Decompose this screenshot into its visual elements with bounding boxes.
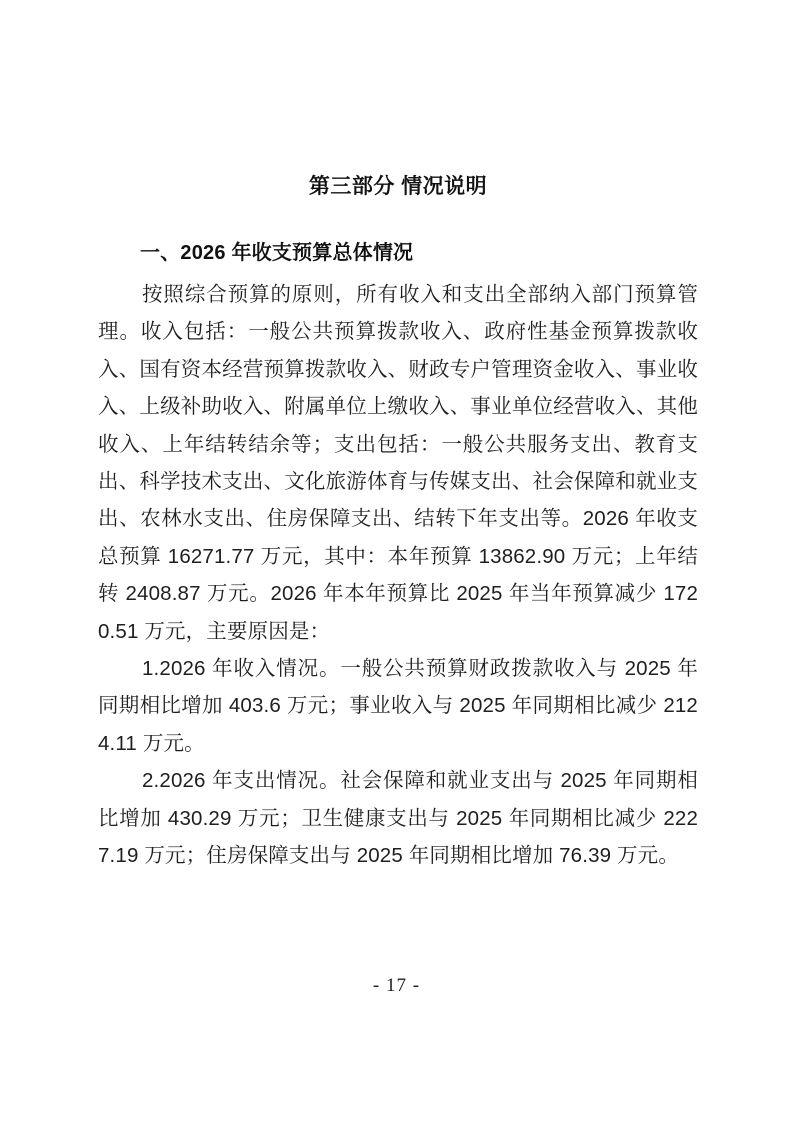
page-number: - 17 - — [372, 975, 421, 996]
document-body — [98, 168, 698, 875]
paragraph-expenditure-situation: 2.2026 年支出情况。社会保障和就业支出与 2025 年同期相比增加 430.29 万元；卫生健康支出与 2025 年同期相比减少 2227.19 万元；住房保障支出与 2025 年同期相比增加 76.39 万元。 — [98, 769, 698, 868]
section-heading-overall-budget: 一、2026 年收支预算总体情况 — [140, 242, 414, 264]
paragraph-budget-overview: 按照综合预算的原则，所有收入和支出全部纳入部门预算管理。收入包括：一般公共预算拨款收入、政府性基金预算拨款收入、国有资本经营预算拨款收入、财政专户管理资金收入、事业收入、上级补助收入、附属单位上缴收入、事业单位经营收入、其他收入、上年结转结余等；支出包括：一般公共服务支出、教育支出、科学技术支出、文化旅游体育与传媒支出、社会保障和就业支出、农林水支出、住房保障支出、结转下年支出等。2026 年收支总预算 16271.77 万元，其中：本年预算 13862.90 万元；上年结转 2408.87 万元。2026 年本年预算比 2025 年当年预算减少 1720.51 万元，主要原因是： — [98, 283, 698, 643]
page-title: 第三部分 情况说明 — [308, 175, 488, 198]
paragraph-income-situation: 1.2026 年收入情况。一般公共预算财政拨款收入与 2025 年同期相比增加 403.6 万元；事业收入与 2025 年同期相比减少 2124.11 万元。 — [98, 657, 698, 755]
